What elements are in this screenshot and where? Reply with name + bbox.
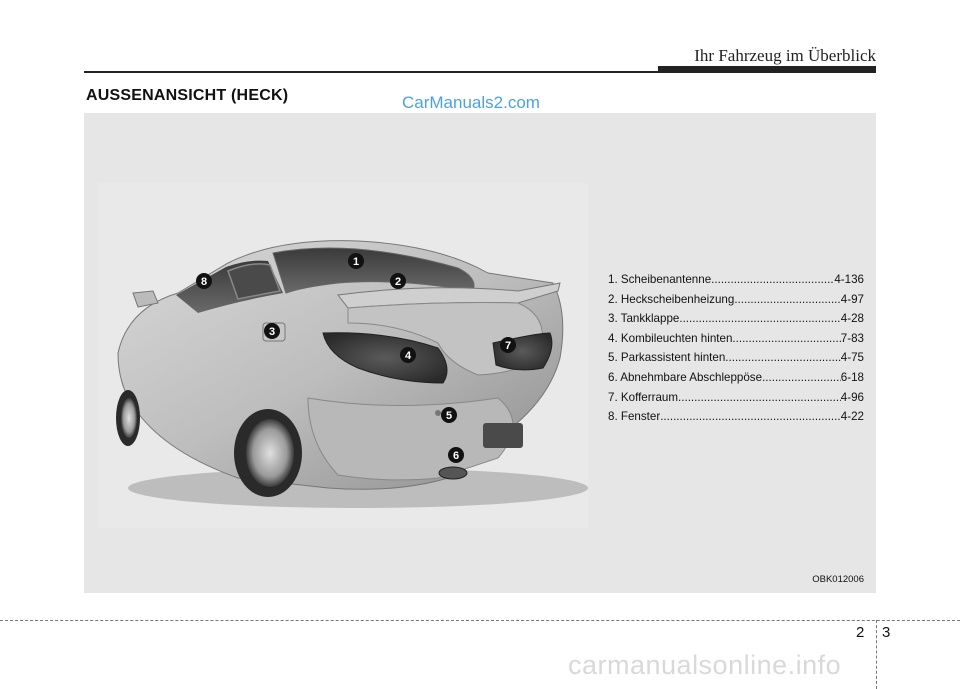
callout-5 xyxy=(441,407,457,423)
watermark-top[interactable]: CarManuals2.com xyxy=(402,93,540,112)
car-rear-view-image xyxy=(98,183,588,528)
callout-3 xyxy=(264,323,280,339)
svg-text:3: 3 xyxy=(268,326,276,338)
parts-list-item: 4. Kombileuchten hinten ..... 7-83 xyxy=(608,332,864,352)
callout-4 xyxy=(400,347,416,363)
callout-7 xyxy=(500,337,516,353)
svg-text:4: 4 xyxy=(404,350,412,362)
page-footer-rule xyxy=(0,620,960,621)
figure-code: OBK012006 xyxy=(812,574,864,585)
watermark-bottom: carmanualsonline.info xyxy=(568,650,842,680)
parts-list-item: 2. Heckscheibenheizung ..... 4-97 xyxy=(608,293,864,313)
parts-list-item: 1. Scheibenantenne ..... 4-136 xyxy=(608,273,864,293)
svg-text:5: 5 xyxy=(445,410,453,422)
parts-list-item: 8. Fenster ..... 4-22 xyxy=(608,410,864,430)
car-illustration xyxy=(98,183,588,528)
svg-text:2: 2 xyxy=(394,276,402,288)
page-number: 3 xyxy=(882,624,891,641)
svg-text:6: 6 xyxy=(452,450,460,462)
header-rule-accent xyxy=(658,66,876,72)
chapter-number: 2 xyxy=(856,624,865,641)
callout-1 xyxy=(348,253,364,269)
callout-6 xyxy=(448,447,464,463)
callout-2 xyxy=(390,273,406,289)
section-title: AUSSENANSICHT (HECK) xyxy=(86,87,289,104)
parts-list xyxy=(608,273,864,430)
parts-list-item: 3. Tankklappe ..... 4-28 xyxy=(608,312,864,332)
callout-8 xyxy=(196,273,212,289)
svg-text:8: 8 xyxy=(200,276,208,288)
svg-text:1: 1 xyxy=(352,256,360,268)
figure-panel xyxy=(84,113,876,593)
parts-list-item: 6. Abnehmbare Abschleppöse ..... 6-18 xyxy=(608,371,864,391)
parts-list-item: 7. Kofferraum ..... 4-96 xyxy=(608,391,864,411)
header-title: Ihr Fahrzeug im Überblick xyxy=(694,46,876,65)
page-footer-divider xyxy=(876,620,877,689)
svg-text:7: 7 xyxy=(504,340,512,352)
parts-list-item: 5. Parkassistent hinten ..... 4-75 xyxy=(608,351,864,371)
